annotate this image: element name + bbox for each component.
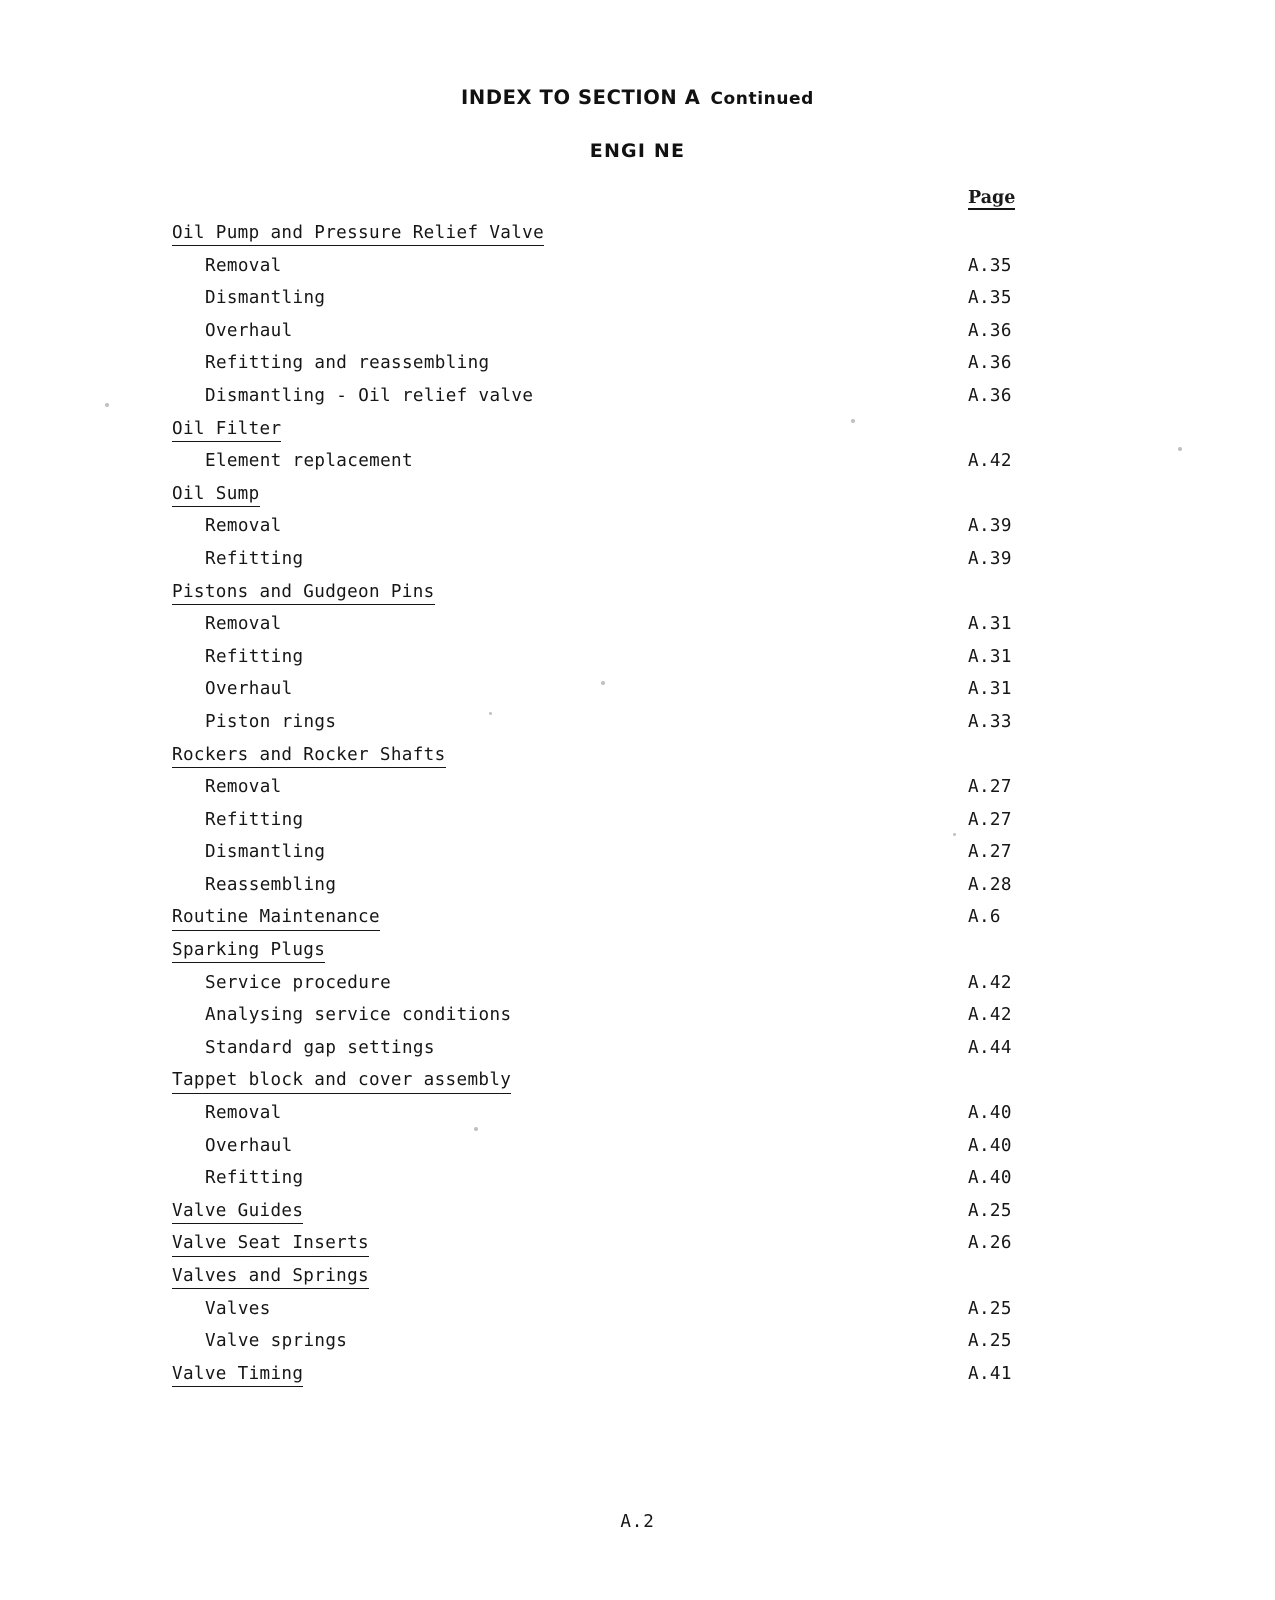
index-heading-label: Tappet block and cover assembly: [172, 1069, 511, 1093]
index-subentry-label: Refitting: [205, 646, 304, 667]
index-page-number: A.42: [968, 1005, 1012, 1026]
index-page-number: A.26: [968, 1233, 1012, 1254]
index-page-number: A.36: [968, 320, 1012, 341]
index-subentry-row: [0, 385, 1275, 418]
index-subentry-row: [0, 450, 1275, 483]
index-heading-label: Oil Sump: [172, 483, 260, 507]
index-subentry-label: Reassembling: [205, 874, 337, 895]
index-page-number: A.6: [968, 907, 1001, 928]
index-heading-label: Oil Filter: [172, 418, 281, 442]
index-heading-row: [0, 418, 1275, 451]
index-page-number: A.27: [968, 777, 1012, 798]
index-subentry-row: [0, 287, 1275, 320]
index-page-number: A.40: [968, 1135, 1012, 1156]
index-subentry-label: Refitting: [205, 1168, 304, 1189]
index-page-number: A.44: [968, 1037, 1012, 1058]
index-subentry-label: Dismantling: [205, 842, 326, 863]
index-heading-row: [0, 1265, 1275, 1298]
index-subentry-row: [0, 1004, 1275, 1037]
index-heading-label: Rockers and Rocker Shafts: [172, 744, 446, 768]
index-page-number: A.31: [968, 646, 1012, 667]
index-subentry-row: [0, 1167, 1275, 1200]
index-subentry-label: Refitting: [205, 548, 304, 569]
index-subentry-label: Removal: [205, 255, 282, 276]
index-heading-label: Pistons and Gudgeon Pins: [172, 581, 435, 605]
index-subentry-row: [0, 320, 1275, 353]
index-page-number: A.25: [968, 1298, 1012, 1319]
scan-speckle: [601, 681, 605, 685]
index-subentry-row: [0, 1135, 1275, 1168]
index-subentry-label: Dismantling: [205, 288, 326, 309]
index-heading-label: Valve Guides: [172, 1200, 303, 1224]
scan-speckle: [1178, 447, 1182, 451]
index-page-number: A.27: [968, 809, 1012, 830]
index-page-number: A.39: [968, 516, 1012, 537]
index-subentry-label: Service procedure: [205, 972, 392, 993]
index-subentry-row: [0, 776, 1275, 809]
index-heading-label: Valve Seat Inserts: [172, 1232, 369, 1256]
index-page-number: A.40: [968, 1168, 1012, 1189]
index-subentry-label: Piston rings: [205, 711, 337, 732]
page-title: [0, 86, 1275, 109]
scan-speckle: [474, 1127, 478, 1131]
index-subentry-row: [0, 711, 1275, 744]
index-subentry-label: Element replacement: [205, 451, 413, 472]
index-subentry-row: [0, 1330, 1275, 1363]
index-heading-row: [0, 939, 1275, 972]
index-subentry-label: Removal: [205, 516, 282, 537]
index-subentry-row: [0, 515, 1275, 548]
index-subentry-label: Overhaul: [205, 679, 293, 700]
index-page-number: A.42: [968, 451, 1012, 472]
index-heading-row: [0, 744, 1275, 777]
index-heading-label: Oil Pump and Pressure Relief Valve: [172, 222, 544, 246]
section-subtitle: ENGI NE: [589, 140, 686, 162]
index-page-number: A.31: [968, 679, 1012, 700]
index-page-number: A.35: [968, 255, 1012, 276]
index-heading-label: Valves and Springs: [172, 1265, 369, 1289]
index-subentry-row: [0, 646, 1275, 679]
index-page-number: A.25: [968, 1200, 1012, 1221]
index-subentry-row: [0, 613, 1275, 646]
index-heading-row: [0, 906, 1275, 939]
index-subentry-label: Analysing service conditions: [205, 1005, 512, 1026]
index-subentry-label: Overhaul: [205, 320, 293, 341]
index-heading-row: [0, 222, 1275, 255]
index-page-number: A.36: [968, 385, 1012, 406]
index-page-number: A.27: [968, 842, 1012, 863]
footer-page-number: A.2: [620, 1512, 655, 1532]
index-heading-row: [0, 483, 1275, 516]
index-subentry-label: Refitting and reassembling: [205, 353, 490, 374]
index-subentry-label: Valves: [205, 1298, 271, 1319]
index-heading-label: Routine Maintenance: [172, 906, 380, 930]
index-title-main: INDEX TO SECTION A: [461, 86, 701, 109]
index-page-number: A.39: [968, 548, 1012, 569]
page-column-header: Page: [968, 189, 1015, 210]
index-subentry-label: Refitting: [205, 809, 304, 830]
index-subentry-label: Standard gap settings: [205, 1037, 435, 1058]
index-page-number: A.25: [968, 1331, 1012, 1352]
index-page-number: A.28: [968, 874, 1012, 895]
index-subentry-row: [0, 678, 1275, 711]
index-heading-row: [0, 1232, 1275, 1265]
index-subentry-label: Removal: [205, 1103, 282, 1124]
scan-speckle: [489, 712, 492, 715]
index-heading-row: [0, 581, 1275, 614]
index-heading-label: Valve Timing: [172, 1363, 303, 1387]
index-subentry-row: [0, 1102, 1275, 1135]
index-subentry-row: [0, 1298, 1275, 1331]
index-subentry-row: [0, 841, 1275, 874]
index-subentry-row: [0, 255, 1275, 288]
index-subentry-row: [0, 972, 1275, 1005]
index-page-number: A.36: [968, 353, 1012, 374]
scan-speckle: [105, 403, 109, 407]
scan-speckle: [953, 833, 956, 836]
index-subentry-label: Valve springs: [205, 1331, 348, 1352]
index-page-number: A.33: [968, 711, 1012, 732]
index-heading-label: Sparking Plugs: [172, 939, 325, 963]
index-page-number: A.41: [968, 1363, 1012, 1384]
index-subentry-row: [0, 809, 1275, 842]
index-entry-list: [0, 222, 1275, 1395]
index-subentry-label: Overhaul: [205, 1135, 293, 1156]
index-heading-row: [0, 1200, 1275, 1233]
index-subentry-label: Removal: [205, 614, 282, 635]
index-subentry-row: [0, 1037, 1275, 1070]
index-page-number: A.40: [968, 1103, 1012, 1124]
index-subentry-row: [0, 548, 1275, 581]
index-subentry-label: Removal: [205, 777, 282, 798]
index-subentry-row: [0, 352, 1275, 385]
index-page-number: A.31: [968, 614, 1012, 635]
scan-speckle: [851, 419, 855, 423]
index-page-number: A.35: [968, 288, 1012, 309]
index-subentry-row: [0, 874, 1275, 907]
index-title-continued: Continued: [710, 89, 814, 109]
index-subentry-label: Dismantling - Oil relief valve: [205, 385, 534, 406]
index-page-number: A.42: [968, 972, 1012, 993]
index-heading-row: [0, 1363, 1275, 1396]
index-heading-row: [0, 1069, 1275, 1102]
